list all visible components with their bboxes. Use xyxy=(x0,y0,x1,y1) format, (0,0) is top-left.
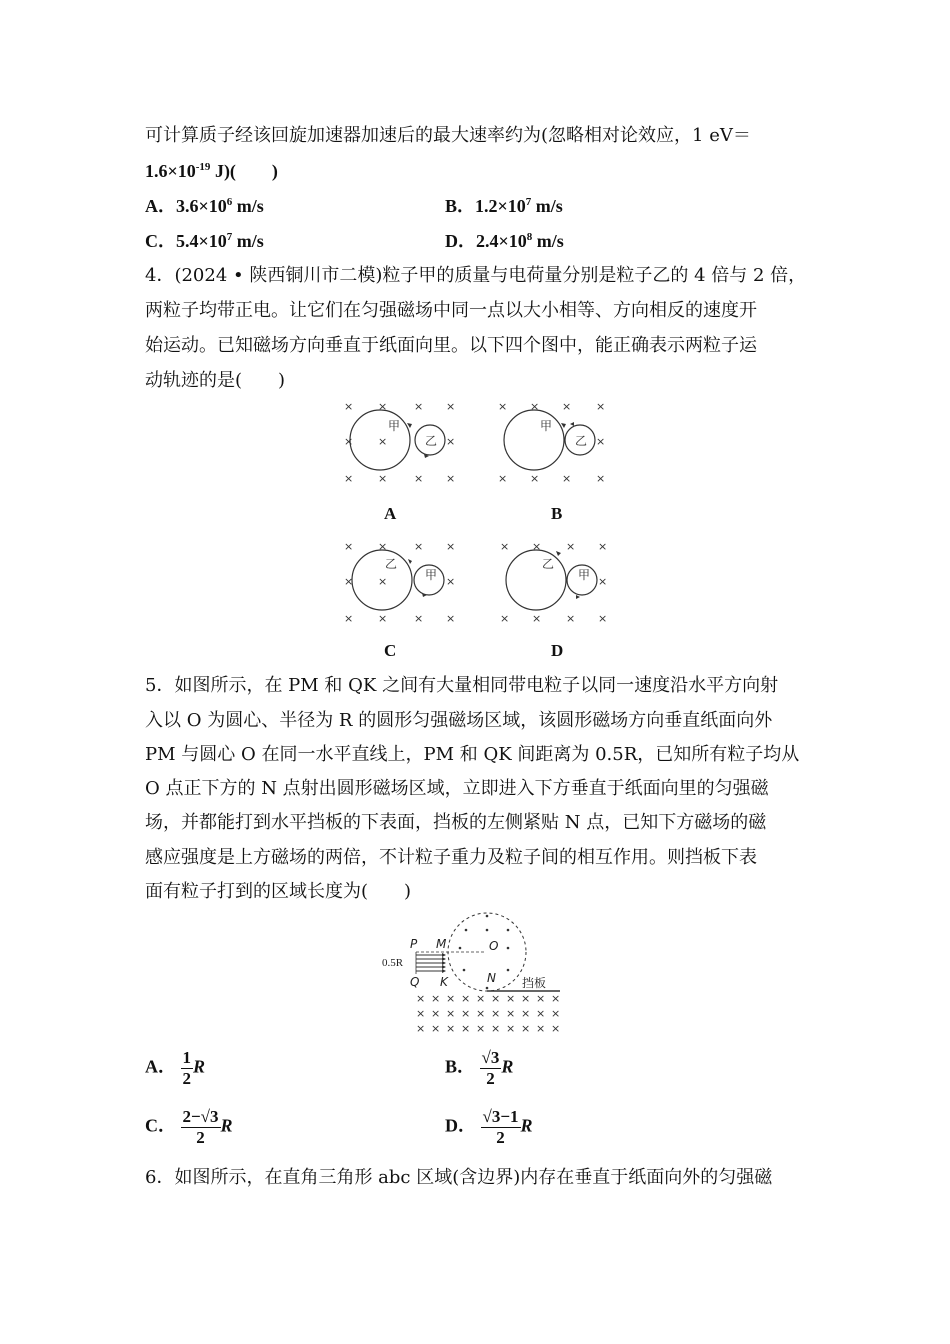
svg-text:×: × xyxy=(378,435,388,448)
big-label: 甲 xyxy=(388,419,401,433)
label-q: Q xyxy=(410,975,420,989)
arrow xyxy=(576,595,580,599)
svg-text:×: × xyxy=(414,400,424,413)
svg-text:×: × xyxy=(414,540,424,553)
svg-text:×: × xyxy=(378,575,388,588)
svg-text:×: × xyxy=(476,992,486,1005)
svg-text:×: × xyxy=(378,400,388,413)
label-m: M xyxy=(436,937,447,951)
svg-text:×: × xyxy=(491,1022,501,1035)
svg-text:×: × xyxy=(491,992,501,1005)
svg-text:×: × xyxy=(416,1022,426,1035)
particle-arrows xyxy=(416,955,442,971)
label-n: N xyxy=(487,971,496,985)
svg-text:×: × xyxy=(446,472,456,485)
svg-text:×: × xyxy=(344,472,354,485)
svg-text:×: × xyxy=(446,540,456,553)
svg-text:×: × xyxy=(596,472,606,485)
small-label: 甲 xyxy=(578,568,591,582)
svg-text:×: × xyxy=(551,992,561,1005)
label-distance: 0.5R xyxy=(382,957,404,969)
svg-text:×: × xyxy=(378,472,388,485)
svg-text:×: × xyxy=(551,1022,561,1035)
svg-text:×: × xyxy=(491,1007,501,1020)
svg-text:×: × xyxy=(521,992,531,1005)
q5-line-4: O 点正下方的 N 点射出圆形磁场区域，立即进入下方垂直于纸面向里的匀强磁 xyxy=(145,778,769,799)
q5-line-7: 面有粒子打到的区域长度为( ) xyxy=(145,881,412,902)
arrow xyxy=(556,551,561,556)
q5-line-6: 感应强度是上方磁场的两倍，不计粒子重力及粒子间的相互作用。则挡板下表 xyxy=(145,847,757,868)
q5-figure xyxy=(380,908,570,1038)
svg-text:×: × xyxy=(446,1022,456,1035)
cross-marks xyxy=(344,540,455,625)
svg-text:×: × xyxy=(476,1007,486,1020)
svg-text:×: × xyxy=(461,1007,471,1020)
svg-text:×: × xyxy=(446,575,456,588)
q4-diagram-a xyxy=(330,395,470,490)
q4-line-3: 始运动。已知磁场方向垂直于纸面向里。以下四个图中，能正确表示两粒子运 xyxy=(145,335,757,356)
svg-text:×: × xyxy=(532,612,542,625)
q5-line-1: 5．如图所示，在 PM 和 QK 之间有大量相同带电粒子以同一速度沿水平方向射 xyxy=(145,675,779,696)
svg-text:×: × xyxy=(446,435,456,448)
svg-text:×: × xyxy=(521,1007,531,1020)
svg-text:×: × xyxy=(506,992,516,1005)
q4-diagram-d-caption: D xyxy=(551,641,564,660)
svg-text:×: × xyxy=(378,612,388,625)
svg-text:×: × xyxy=(566,540,576,553)
q4-line-1: 4．(2024 • 陕西铜川市二模)粒子甲的质量与电荷量分别是粒子乙的 4 倍与 2 倍， xyxy=(145,265,807,286)
svg-text:×: × xyxy=(344,575,354,588)
svg-text:×: × xyxy=(536,992,546,1005)
svg-text:×: × xyxy=(344,540,354,553)
cross-marks xyxy=(500,540,607,625)
q5-option-d[interactable]: D． $\frac{√3-1}{2}$ R xyxy=(445,1107,533,1147)
q4-diagram-b-caption: B xyxy=(551,504,563,523)
small-label: 甲 xyxy=(425,568,438,582)
q5-line-3: PM 与圆心 O 在同一水平直线上，PM 和 QK 间距离为 0.5R，已知所有粒子均从 xyxy=(145,744,800,765)
label-plate: 挡板 xyxy=(522,976,547,990)
label-o: O xyxy=(489,939,499,953)
svg-text:×: × xyxy=(562,400,572,413)
svg-text:×: × xyxy=(498,472,508,485)
svg-text:×: × xyxy=(344,612,354,625)
svg-text:×: × xyxy=(598,575,608,588)
lower-field-crosses xyxy=(416,992,560,1035)
big-label: 乙 xyxy=(542,557,555,571)
svg-text:×: × xyxy=(431,1022,441,1035)
svg-text:×: × xyxy=(536,1007,546,1020)
svg-text:×: × xyxy=(562,472,572,485)
svg-text:×: × xyxy=(566,612,576,625)
svg-text:×: × xyxy=(414,472,424,485)
q3-option-c[interactable]: C．$5.4\times 10^7$ m/s xyxy=(145,231,264,251)
svg-text:×: × xyxy=(431,1007,441,1020)
q4-diagram-b xyxy=(490,395,620,490)
svg-text:×: × xyxy=(416,1007,426,1020)
small-label: 乙 xyxy=(425,434,438,448)
svg-text:×: × xyxy=(500,612,510,625)
svg-text:×: × xyxy=(378,540,388,553)
big-orbit xyxy=(504,410,564,470)
svg-text:×: × xyxy=(536,1022,546,1035)
cross-marks xyxy=(344,400,455,485)
small-label: 乙 xyxy=(575,434,588,448)
svg-text:×: × xyxy=(416,992,426,1005)
q4-diagram-c xyxy=(330,535,470,630)
svg-text:×: × xyxy=(500,540,510,553)
arrow xyxy=(570,422,574,426)
q5-option-c[interactable]: C． $\frac{2-√3}{2}$ R xyxy=(145,1107,233,1147)
big-label: 乙 xyxy=(385,557,398,571)
svg-text:×: × xyxy=(461,1022,471,1035)
big-label: 甲 xyxy=(540,419,553,433)
cross-marks xyxy=(498,400,605,485)
q3-option-b[interactable]: B．$1.2\times 10^7$ m/s xyxy=(445,196,563,216)
q3-line-1: 可计算质子经该回旋加速器加速后的最大速率约为(忽略相对论效应，1 eV＝ xyxy=(145,125,751,146)
svg-text:×: × xyxy=(498,400,508,413)
svg-text:×: × xyxy=(446,400,456,413)
q5-option-b[interactable]: B． $\frac{√3}{2}$ R xyxy=(445,1048,514,1088)
label-p: P xyxy=(410,937,418,951)
q4-line-4: 动轨迹的是( ) xyxy=(145,370,286,391)
q4-line-2: 两粒子均带正电。让它们在匀强磁场中同一点以大小相等、方向相反的速度开 xyxy=(145,300,757,321)
big-orbit xyxy=(506,550,566,610)
svg-text:×: × xyxy=(476,1022,486,1035)
svg-text:×: × xyxy=(446,612,456,625)
q4-diagram-c-caption: C xyxy=(384,641,397,660)
svg-text:×: × xyxy=(461,992,471,1005)
q4-diagram-a-caption: A xyxy=(384,504,397,523)
svg-text:×: × xyxy=(596,400,606,413)
label-k: K xyxy=(440,975,448,989)
svg-text:×: × xyxy=(530,400,540,413)
svg-text:×: × xyxy=(532,540,542,553)
svg-text:×: × xyxy=(344,400,354,413)
q5-line-2: 入以 O 为圆心、半径为 R 的圆形匀强磁场区域，该圆形磁场方向垂直纸面向外 xyxy=(145,710,773,731)
q3-option-d[interactable]: D．$2.4\times 10^8$ m/s xyxy=(445,231,564,251)
svg-text:×: × xyxy=(414,612,424,625)
q5-option-a[interactable]: A． $\frac{1}{2}$ R xyxy=(145,1048,206,1088)
svg-text:×: × xyxy=(551,1007,561,1020)
svg-text:×: × xyxy=(446,1007,456,1020)
arrow xyxy=(422,593,427,597)
svg-text:×: × xyxy=(506,1007,516,1020)
q6-line-1: 6．如图所示，在直角三角形 abc 区域(含边界)内存在垂直于纸面向外的匀强磁 xyxy=(145,1167,773,1188)
svg-text:×: × xyxy=(506,1022,516,1035)
svg-text:×: × xyxy=(446,992,456,1005)
svg-text:×: × xyxy=(431,992,441,1005)
q5-line-5: 场，并都能打到水平挡板的下表面，挡板的左侧紧贴 N 点，已知下方磁场的磁 xyxy=(145,812,767,833)
svg-text:×: × xyxy=(598,612,608,625)
svg-text:×: × xyxy=(596,435,606,448)
svg-text:×: × xyxy=(530,472,540,485)
q4-diagram-d xyxy=(490,535,620,630)
arrow xyxy=(408,559,412,564)
svg-text:×: × xyxy=(521,1022,531,1035)
svg-text:×: × xyxy=(598,540,608,553)
arrow-heads xyxy=(442,953,446,973)
q3-option-a[interactable]: A．$3.6\times 10^6$ m/s xyxy=(145,196,264,216)
svg-text:×: × xyxy=(344,435,354,448)
q3-line-2: $1.6\times 10^{-19}$ J)( ) xyxy=(145,161,278,181)
